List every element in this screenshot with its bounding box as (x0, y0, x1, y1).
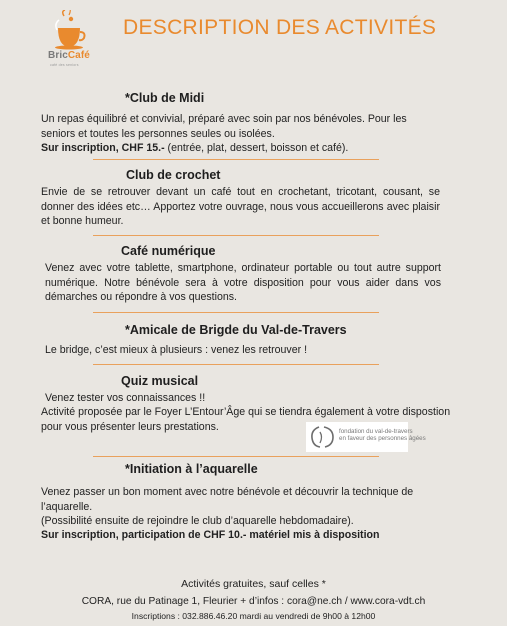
section-title-crochet: Club de crochet (126, 168, 221, 182)
footer-contact: CORA, rue du Patinage 1, Fleurier + d’infos : cora@ne.ch / www.cora-vdt.ch (81, 596, 426, 607)
brand-tagline: café des seniors (50, 63, 79, 67)
partner-logo: fondation du val-de-travers en faveur des personnes âgées (306, 422, 408, 452)
section-note-aquarelle: (Possibilité ensuite de rejoindre le club d’aquarelle hebdomadaire). (41, 515, 354, 527)
fondation-logo-icon (309, 424, 337, 450)
section-divider (93, 364, 379, 365)
section-line-quiz-2: Activité proposée par le Foyer L’Entour’Âge qui se tiendra également à votre dispostion pour vous présenter leurs prestations. (41, 406, 451, 433)
section-divider (93, 312, 379, 313)
footer-pricing-note: Activités gratuites, sauf celles * (181, 578, 326, 590)
section-line-quiz-1: Venez tester vos connaissances !! (45, 392, 206, 404)
footer-registration: Inscriptions : 032.886.46.20 mardi au vendredi de 9h00 à 12h00 (131, 611, 376, 621)
section-title-club-midi: *Club de Midi (125, 91, 205, 105)
brand-name: BricCafé (48, 50, 90, 61)
page-title: DESCRIPTION DES ACTIVITÉS (123, 16, 437, 39)
section-divider (93, 235, 379, 236)
section-body-club-midi: Un repas équilibré et convivial, préparé avec soin par nos bénévoles. Pour les seniors et toutes les personnes seules ou isolées. (41, 113, 407, 140)
section-body-aquarelle: Venez passer un bon moment avec notre bénévole et découvrir la technique de l’aquarelle. (41, 486, 414, 513)
section-divider (93, 456, 379, 457)
section-body-bridge: Le bridge, c’est mieux à plusieurs : venez les retrouver ! (45, 344, 308, 356)
section-title-cafe-numerique: Café numérique (121, 244, 216, 258)
section-title-quiz: Quiz musical (121, 374, 199, 388)
section-divider (93, 159, 379, 160)
section-price-aquarelle: Sur inscription, participation de CHF 10.- matériel mis à disposition (41, 529, 380, 541)
section-title-aquarelle: *Initiation à l’aquarelle (125, 462, 258, 476)
section-title-bridge: *Amicale de Brigde du Val-de-Travers (125, 323, 347, 337)
section-note-club-midi: Sur inscription, CHF 15.- (entrée, plat, dessert, boisson et café). (41, 142, 349, 154)
section-body-crochet: Envie de se retrouver devant un café tout en crochetant, tricotant, cousant, se donner des idées etc… Apportez votre ouvrage, nous vous accueillerons avec plaisir et bonne humeur. (41, 186, 440, 227)
section-body-cafe-numerique: Venez avec votre tablette, smartphone, ordinateur portable ou tout autre support numérique. Notre bénévole sera à votre disposition pour vous aider dans vos démarches ou répondre à vos questions. (45, 262, 441, 303)
